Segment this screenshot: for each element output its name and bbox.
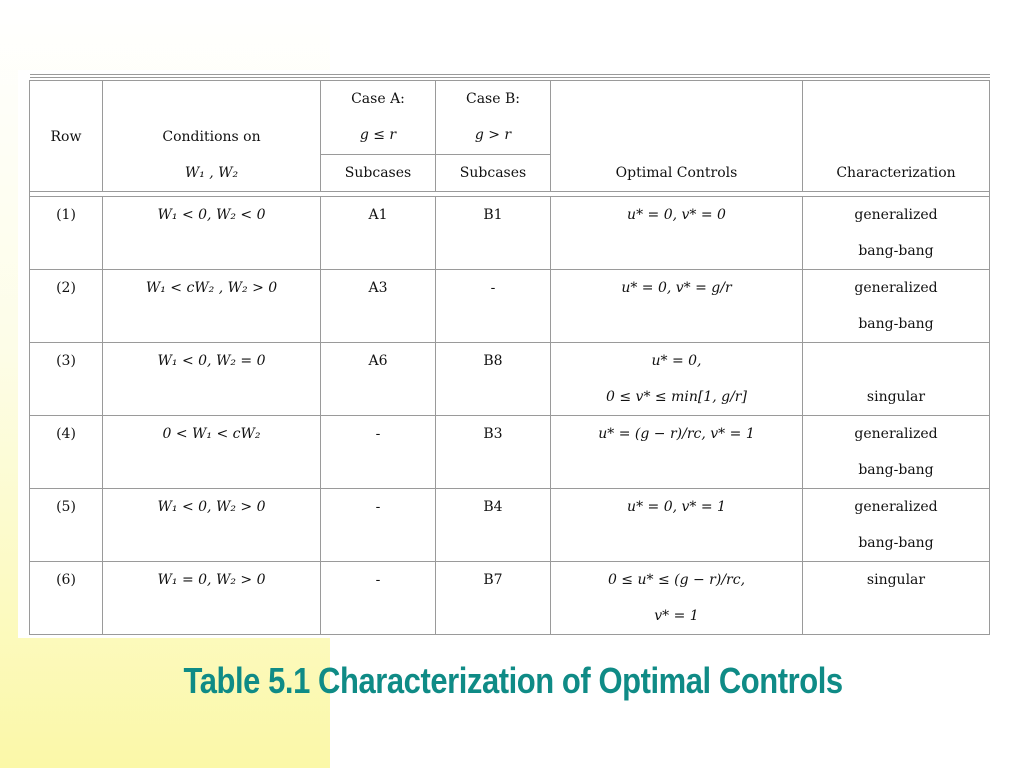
row-subcase-a: A3 (368, 280, 388, 296)
row-number: (4) (56, 426, 76, 442)
table-row: (2) W₁ < cW₂ , W₂ > 0 A3 - u* = 0, v* = g/r generalized bang-bang (30, 270, 990, 343)
row-subcase-a: A1 (368, 207, 388, 223)
row-characterization: generalized (854, 280, 938, 296)
table-row: (5) W₁ < 0, W₂ > 0 - B4 u* = 0, v* = 1 generalized bang-bang (30, 489, 990, 562)
header-subcases-b: Subcases (436, 155, 551, 192)
row-controls: u* = 0, v* = g/r (621, 280, 732, 296)
row-conditions: W₁ < 0, W₂ < 0 (157, 207, 266, 223)
header-characterization: Characterization (803, 81, 990, 192)
row-number: (1) (56, 207, 76, 223)
header-optimal-controls: Optimal Controls (551, 81, 803, 192)
optimal-controls-table (29, 80, 990, 635)
row-controls: u* = 0, (651, 353, 702, 369)
row-conditions: W₁ < 0, W₂ = 0 (157, 353, 266, 369)
row-controls: u* = 0, v* = 1 (627, 499, 726, 515)
row-controls: u* = (g − r)/rc, v* = 1 (598, 426, 755, 442)
row-characterization: generalized (854, 499, 938, 515)
row-subcase-b: B7 (483, 572, 503, 588)
row-number: (3) (56, 353, 76, 369)
row-subcase-b: B1 (483, 207, 503, 223)
top-rule (30, 74, 990, 75)
table-caption: Table 5.1 Characterization of Optimal Controls (183, 660, 843, 701)
header-subcases-a: Subcases (321, 155, 436, 192)
header-conditions: Conditions on W₁ , W₂ (103, 81, 321, 192)
row-conditions: 0 < W₁ < cW₂ (162, 426, 261, 442)
row-characterization (803, 343, 989, 379)
row-controls: 0 ≤ u* ≤ (g − r)/rc, (607, 572, 746, 588)
row-subcase-b: B4 (483, 499, 503, 515)
row-subcase-a: A6 (368, 353, 388, 369)
row-number: (5) (56, 499, 76, 515)
header-case-a: Case A: g ≤ r (321, 81, 436, 155)
row-subcase-a: - (375, 499, 381, 515)
header-row: Row (30, 81, 103, 192)
row-number: (2) (56, 280, 76, 296)
row-subcase-b: - (490, 280, 496, 296)
row-characterization: generalized (854, 207, 938, 223)
table-row: (4) 0 < W₁ < cW₂ - B3 u* = (g − r)/rc, v* = 1 generalized bang-bang (30, 416, 990, 489)
top-rule-secondary (30, 77, 990, 78)
header-case-b: Case B: g > r (436, 81, 551, 155)
row-conditions: W₁ < 0, W₂ > 0 (157, 499, 266, 515)
table-row: (6) W₁ = 0, W₂ > 0 - B7 0 ≤ u* ≤ (g − r)/rc, v* = 1 singular (30, 562, 990, 635)
table-row: (3) W₁ < 0, W₂ = 0 A6 B8 u* = 0, 0 ≤ v* ≤ min[1, g/r] singular (30, 343, 990, 416)
row-conditions: W₁ = 0, W₂ > 0 (157, 572, 266, 588)
table-row: (1) W₁ < 0, W₂ < 0 A1 B1 u* = 0, v* = 0 generalized bang-bang (30, 197, 990, 270)
row-number: (6) (56, 572, 76, 588)
row-subcase-a: - (375, 426, 381, 442)
row-subcase-b: B3 (483, 426, 503, 442)
row-characterization: generalized (854, 426, 938, 442)
row-conditions: W₁ < cW₂ , W₂ > 0 (145, 280, 278, 296)
row-subcase-a: - (375, 572, 381, 588)
row-controls: u* = 0, v* = 0 (627, 207, 726, 223)
row-subcase-b: B8 (483, 353, 503, 369)
row-characterization: singular (866, 572, 926, 588)
